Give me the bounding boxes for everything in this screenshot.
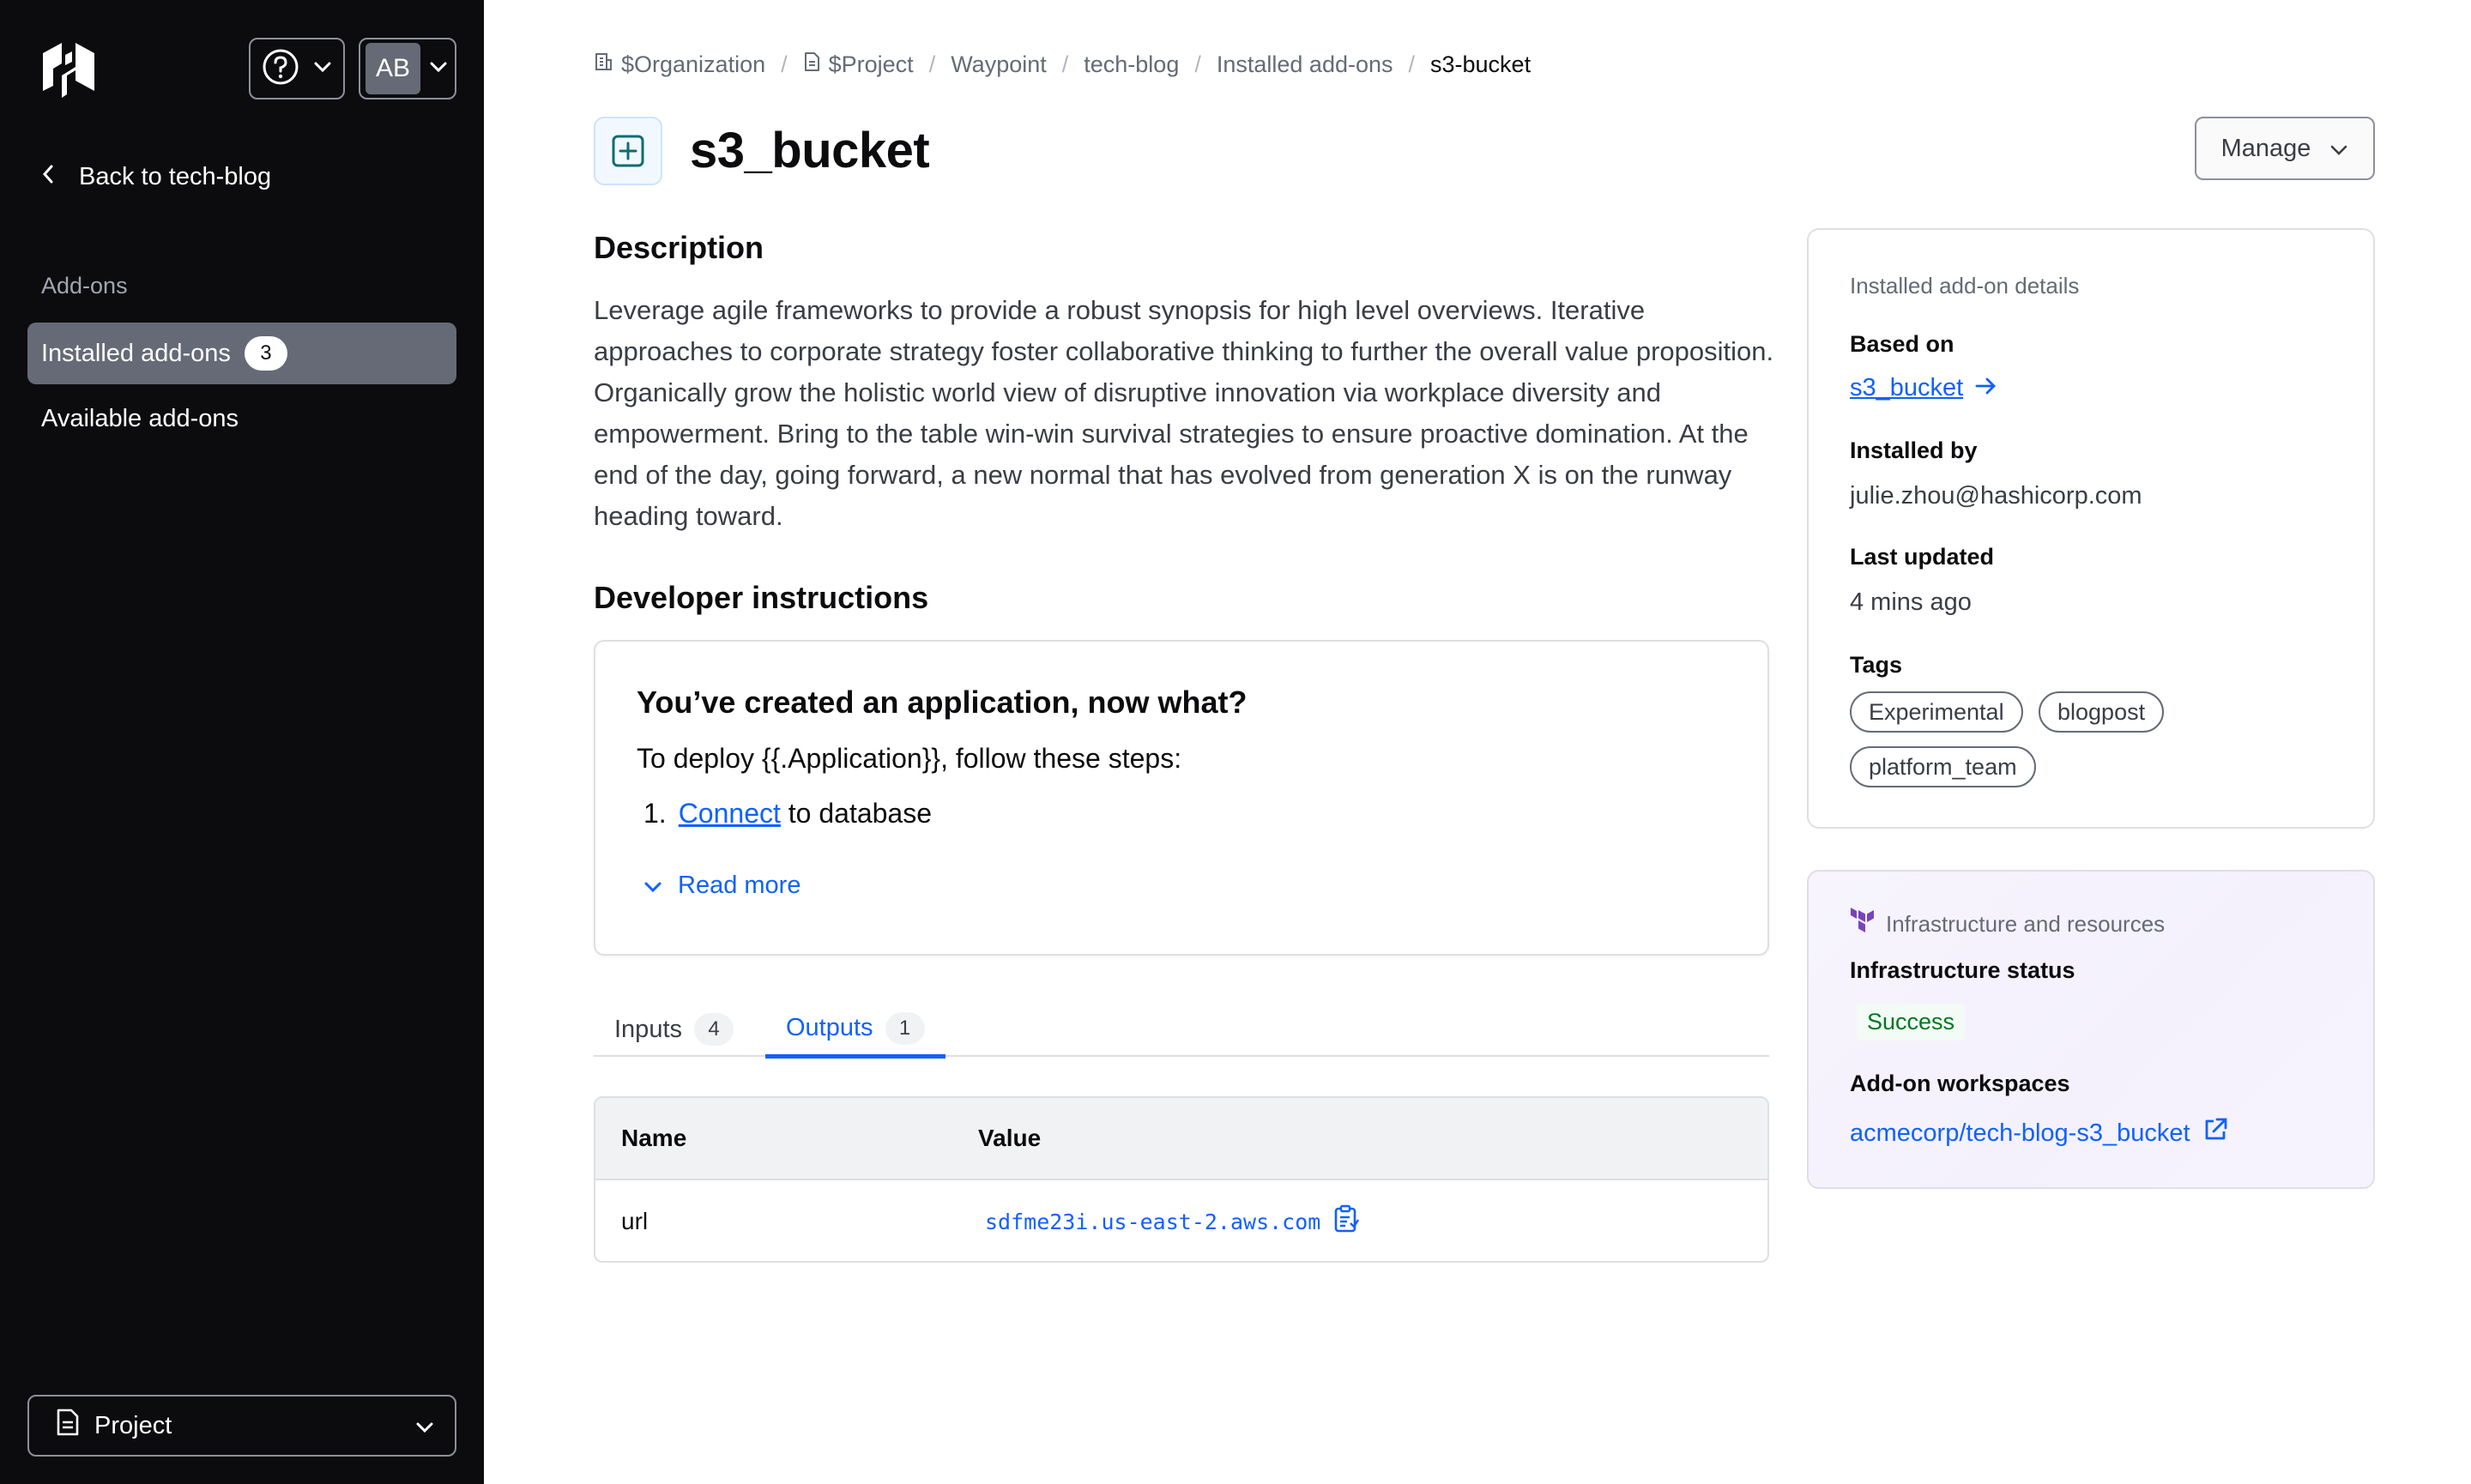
infra-status-label: Infrastructure status	[1850, 957, 2075, 983]
developer-instructions-heading: Developer instructions	[594, 580, 929, 615]
based-on-value: s3_bucket	[1850, 374, 1964, 401]
installed-by-label: Installed by	[1850, 437, 1978, 463]
page-title: s3_bucket	[690, 123, 930, 178]
tab-label: Outputs	[786, 1014, 873, 1041]
column-header-name: Name	[621, 1125, 687, 1151]
table-header	[595, 1098, 1767, 1180]
building-icon	[594, 51, 613, 78]
chevron-left-icon	[41, 163, 55, 191]
instructions-intro: To deploy {{.Application}}, follow these steps:	[637, 743, 1182, 774]
sidebar-item-installed-addons[interactable]	[27, 323, 456, 384]
developer-instructions-card	[594, 640, 1769, 956]
tag-blogpost: blogpost	[2039, 691, 2164, 733]
sidebar-item-label: Installed add-ons	[41, 339, 231, 367]
last-updated-label: Last updated	[1850, 544, 1995, 570]
file-icon	[803, 51, 820, 78]
cell-value-link[interactable]: sdfme23i.us-east-2.aws.com	[985, 1209, 1321, 1234]
breadcrumb-item-installed-addons[interactable]: Installed add-ons	[1216, 51, 1393, 77]
breadcrumb-item-organization[interactable]: $Organization	[594, 51, 765, 78]
chevron-down-icon	[415, 1412, 434, 1440]
tab-outputs[interactable]	[765, 1002, 946, 1059]
step-number: 1.	[643, 798, 667, 829]
tab-inputs[interactable]	[594, 1002, 754, 1057]
infra-card-title: Infrastructure and resources	[1886, 911, 2166, 937]
tabs	[594, 1002, 1769, 1057]
breadcrumb-current: s3-bucket	[1430, 51, 1532, 77]
tags-label: Tags	[1850, 652, 1903, 678]
manage-label: Manage	[2220, 134, 2311, 162]
connect-link[interactable]: Connect	[678, 798, 781, 829]
description-heading: Description	[594, 230, 764, 265]
tab-count: 1	[885, 1012, 925, 1045]
read-more-toggle[interactable]	[643, 872, 801, 900]
external-link-icon	[2202, 1117, 2228, 1149]
file-icon	[55, 1408, 81, 1444]
tab-label: Inputs	[614, 1015, 682, 1043]
project-label: Project	[94, 1411, 172, 1439]
sidebar	[0, 0, 484, 1484]
sidebar-section-label: Add-ons	[41, 273, 128, 299]
cell-name: url	[621, 1208, 649, 1234]
chevron-down-icon	[643, 872, 662, 900]
infrastructure-card	[1807, 870, 2375, 1189]
installed-addon-details-card	[1807, 228, 2375, 829]
back-link[interactable]	[41, 163, 271, 191]
based-on-link[interactable]	[1850, 374, 1997, 402]
help-menu-button[interactable]	[249, 38, 345, 100]
details-card-title: Installed add-on details	[1850, 273, 2080, 299]
project-switcher[interactable]	[27, 1395, 456, 1457]
infra-card-header	[1850, 908, 2165, 941]
instructions-step	[643, 798, 932, 829]
breadcrumb-item-tech-blog[interactable]: tech-blog	[1084, 51, 1180, 77]
status-badge: Success	[1857, 1004, 1965, 1041]
sidebar-item-available-addons[interactable]	[27, 388, 456, 449]
chevron-down-icon	[313, 61, 332, 77]
breadcrumb: $Organization / $Project / Waypoint / tech-blog / Installed add-ons / s3-bucket	[594, 51, 1531, 78]
step-text: to database	[788, 798, 933, 829]
table-row	[595, 1180, 1767, 1263]
workspaces-label: Add-on workspaces	[1850, 1071, 2070, 1096]
tab-count: 4	[694, 1013, 734, 1046]
copy-clipboard-icon[interactable]	[1332, 1204, 1360, 1240]
chevron-down-icon	[2329, 135, 2348, 163]
last-updated-value: 4 mins ago	[1850, 588, 1972, 616]
addon-plus-square-icon	[594, 117, 662, 185]
outputs-table	[594, 1096, 1769, 1263]
help-icon	[262, 48, 299, 90]
tag-platform-team: platform_team	[1850, 746, 2036, 787]
installed-by-value: julie.zhou@hashicorp.com	[1850, 482, 2142, 510]
based-on-label: Based on	[1850, 331, 1954, 357]
breadcrumb-item-project[interactable]: $Project	[803, 51, 914, 78]
user-menu-button[interactable]	[359, 38, 456, 100]
chevron-down-icon	[429, 61, 448, 77]
workspace-link-label: acmecorp/tech-blog-s3_bucket	[1850, 1119, 2190, 1147]
count-badge: 3	[245, 336, 287, 371]
terraform-icon	[1850, 908, 1876, 941]
read-more-label: Read more	[678, 872, 801, 899]
manage-dropdown-button[interactable]	[2195, 117, 2375, 180]
hashicorp-logo-icon[interactable]	[38, 38, 100, 100]
breadcrumb-item-waypoint[interactable]: Waypoint	[951, 51, 1047, 77]
avatar: AB	[366, 43, 420, 94]
description-text: Leverage agile frameworks to provide a robust synopsis for high level overviews. Iterative approaches to corporate strategy foster collaborative thinking to further the overall value proposition. Organically grow the holistic world view of disruptive innovation via workplace diversity and empowerment. Bring to the table win-win survival strategies to ensure proactive domination. At the end of the day, going forward, a new normal that has evolved from generation X is on the runway heading toward.	[594, 295, 1774, 531]
back-link-label: Back to tech-blog	[79, 163, 272, 190]
sidebar-item-label: Available add-ons	[41, 404, 239, 432]
workspace-link[interactable]	[1850, 1117, 2228, 1149]
instructions-title: You’ve created an application, now what?	[637, 685, 1248, 720]
arrow-right-icon	[1975, 374, 1997, 402]
tag-experimental: Experimental	[1850, 691, 2023, 733]
column-header-value: Value	[978, 1125, 1042, 1151]
